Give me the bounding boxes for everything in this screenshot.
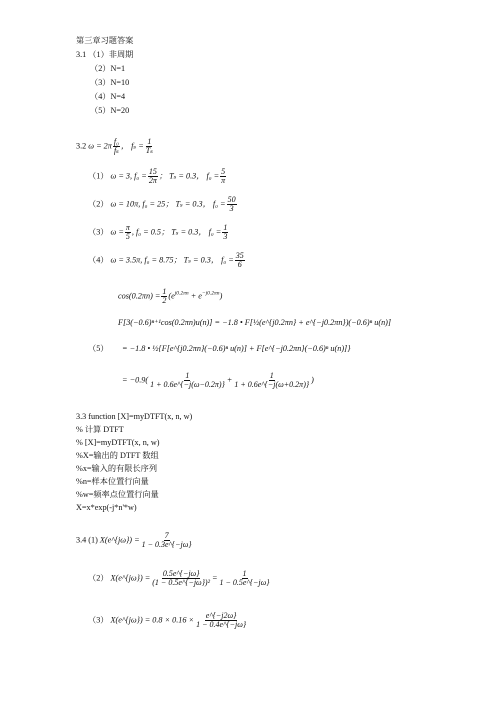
q34-item-2: （2） X(e^{jω}) = $\frac{0.5e\^{}\{-j\omega\}}{\text{(1 − 0.5e\textasciicircum{}\{−jω\})²}}$ = $\frac{1}{1 - 0.5e\^{}\{-j\omega\}}$ — [88, 569, 270, 587]
q31-item-4: （4）N=4 — [90, 92, 126, 101]
q31-item-1: 3.1 （1）非周期 — [76, 50, 134, 59]
q32-label: 3.2 — [76, 141, 87, 151]
q32-item5-index: （5） — [88, 344, 109, 353]
q31-item-2: （2）N=1 — [90, 64, 126, 73]
q31-item-5: （5）N=20 — [90, 106, 130, 115]
q33-line-3: % [X]=myDTFT(x, n, w) — [76, 438, 160, 447]
q32-item5-line1: cos(0.2πn) = $\frac{1}{2}$ $(e^{j0.2\pi n} + e^{-j0.2\pi n})$ — [118, 287, 223, 305]
q33-line-2: % 计算 DTFT — [76, 425, 124, 434]
q32-item5-line4: = −0.9( $\frac{1}{1 + 0.6e\^{}\{-j(\omega-0.2\pi)\}}$ + $\frac{1}{1 + 0.6e\^{}\{-j(\omega+0.2\pi)\}}$ ) — [122, 371, 314, 389]
q33-line-7: %w=频率点位置行向量 — [76, 490, 159, 499]
q31-label: 3.1 — [76, 50, 87, 59]
q32-item5-line2: F[3(−0.6)ⁿ⁺¹cos(0.2πn)u(n)] = −1.8 • F[½(e^{j0.2πn} + e^{−j0.2πn})(−0.6)ⁿ u(n)] — [118, 318, 392, 327]
q32-item-2: （2） ω = 10π, f₀ = 25； Tₛ = 0.3， f₀ = $\frac{50}{3}$ — [88, 195, 236, 213]
q33-line-1: 3.3 function [X]=myDTFT(x, n, w) — [76, 412, 193, 421]
q34-label: 3.4 (1) — [76, 535, 98, 545]
q32-item-1: （1） ω = 3, f₀ = $\frac{15}{2\pi}$ ； Tₛ = 0.3， f₀ = $\frac{5}{\pi}$ — [88, 167, 226, 185]
q34-item-1: 3.4 (1) X(e^{jω}) = $\frac{7}{1 - 0.3e\^{}\{-j\omega\}}$ — [76, 531, 192, 549]
q33-line-8: X=x*exp(-j*n'*w) — [76, 503, 137, 512]
q31-item-3: （3）N=10 — [90, 78, 130, 87]
q32-item-4: （4） ω = 3.5π, f₀ = 8.75； Tₛ = 0.3， f₀ = $\frac{35}{6}$ — [88, 251, 244, 269]
q34-item-3: （3） X(e^{jω}) = 0.8 × 0.16 × $\frac{e\^{}\{-j2\omega\}}{1 - 0.4e\^{}\{-j\omega\}}$ — [88, 611, 247, 629]
q32-item5-line3: = −1.8 • ½{F[e^{j0.2πn}(−0.6)ⁿ u(n)] + F[e^{−j0.2πn}(−0.6)ⁿ u(n)]} — [122, 344, 351, 353]
q32-definition: 3.2 ω = 2π $\frac{\text{f₀}}{\text{fₛ}}$ ， fₛ = $\frac{1}{\text{Tₛ}}$ — [76, 137, 153, 155]
q33-line-6: %n=样本位置行向量 — [76, 477, 149, 486]
q33-line-4: %X=输出的 DTFT 数组 — [76, 451, 159, 460]
chapter-title: 第三章习题答案 — [76, 36, 134, 45]
q32-item-3: （3） ω = $\frac{\pi}{5}$ , f₀ = 0.5； Tₛ = 0.3， f₀ = $\frac{1}{3}$ — [88, 223, 228, 241]
q33-line-5: %x=输入的有限长序列 — [76, 464, 158, 473]
